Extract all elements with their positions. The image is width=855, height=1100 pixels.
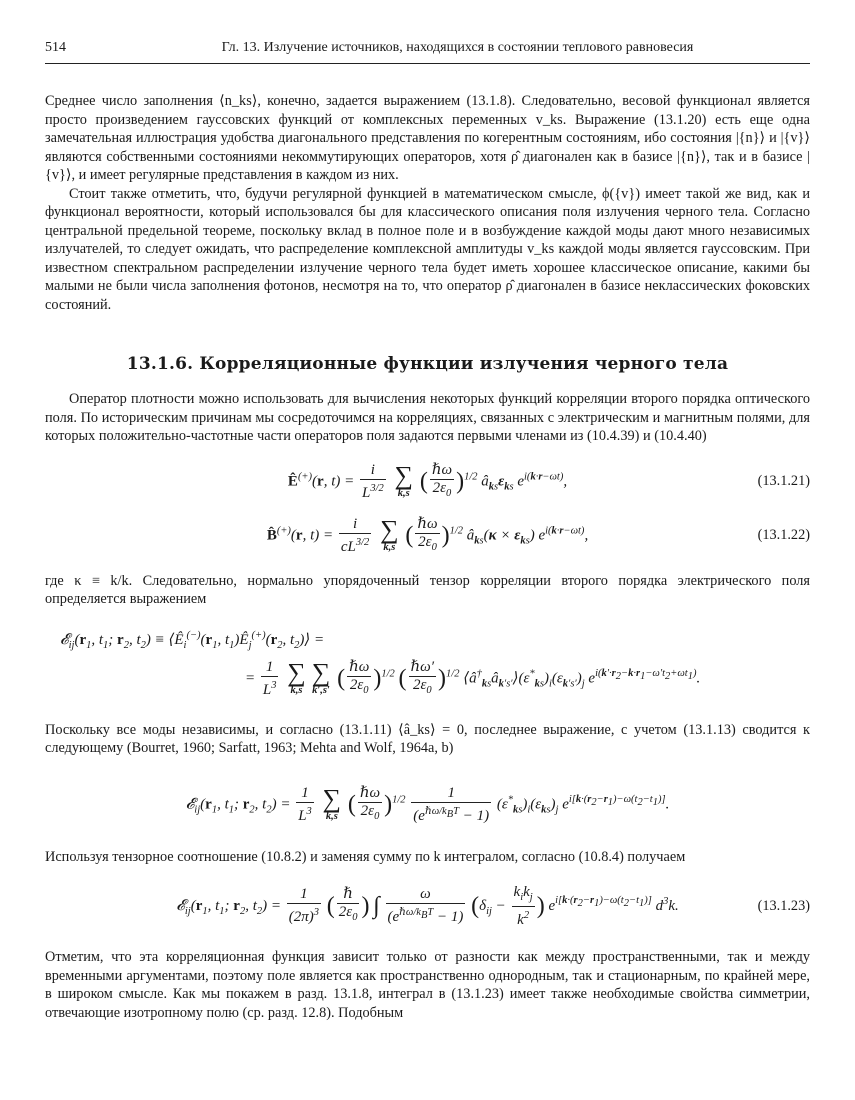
equation-number: (13.1.23) (757, 897, 810, 914)
running-title: Гл. 13. Излучение источников, находящихся в состоянии теплового равновесия (221, 40, 694, 55)
page (45, 40, 810, 1022)
equation-13-1-21: Ê(+)(r, t) = $\frac{i}{L^{3/2}}$ ∑ k,s ( $\frac{\text{ℏω}}{2\varepsilon_0}$ )$^{1/2}$ $â_{ks}\varepsilon_{ks}$ $e^{i(k\cdot r-\omega t)}$, (13.1.21) (287, 460, 810, 501)
paragraph-3: Оператор плотности можно использовать для вычисления некоторых функций корреляции второго порядка оптического поля. По историческим причинам мы сосредоточимся на корреляциях, связанных с электрическим и магнитным полями, для которых положительно-частотные части операторов поля задаются первыми членами из (10.4.39) и (10.4.40) (45, 391, 810, 444)
equation-correlation-expansion: = $\frac{1}{L^3}$ ∑ k,s ∑ k′,s′ ( $\frac{\text{ℏω}}{2\varepsilon_0}$ )$^{1/2}$ ( $\frac{\text{ℏω′}}{2\varepsilon_0}$ )$^{1/2}$ $⟨â^\dagger_{ks}â_{k's'}⟩(\varepsilon^*_{ks})_i(\varepsilon_{k's'})_j$ $e^{i(k'\cdot r_2-k\cdot r_1-\omega't_2+\omega t_1)}$. (245, 657, 701, 698)
equation-number: (13.1.22) (757, 527, 810, 543)
equation-13-1-22: B̂(+)(r, t) = $\frac{i}{cL^{3/2}}$ ∑ k,s ( $\frac{\text{ℏω}}{2\varepsilon_0}$ )$^{1/2}$ $â_{ks}(\kappa \times \varepsilon_{ks})$ $e^{i(k\cdot r-\omega t)}$, (13.1.22) (266, 514, 810, 555)
equation-correlation-reduced: $𝓔_{ij}(r_1$, $t_1$; $r_2$, $t_2$) = $\frac{1}{L^3}$ ∑ k,s ( $\frac{\text{ℏω}}{2\varepsilon_0}$ )$^{1/2}$ $\frac{1}{(e^{\hbar\omega/k_BT} - 1)}$ $(\varepsilon^*_{ks})_i(\varepsilon_{ks})_j$ $e^{i[k\cdot(r_2-r_1)-\omega(t_2-t_1)]}$. (185, 783, 670, 824)
paragraph-4: где κ ≡ k/k. Следовательно, нормально упорядоченный тензор корреляции второго порядка электрического поля определяется выражением (45, 572, 810, 607)
page-number: 514 (45, 40, 66, 55)
section-heading: 13.1.6. Корреляционные функции излучения черного тела (126, 354, 729, 374)
paragraph-7: Отметим, что эта корреляционная функция зависит только от разности как между пространственными, так и между временными аргументами, поэтому поле является как пространственно однородным, так и стационарным, по крайней мере, в широком смысле. Как мы покажем в разд. 13.1.8, интеграл в (13.1.23) имеет также необходимые свойства симметрии, отвечающие изотропному полю (ср. разд. 12.8). Подобным (45, 949, 810, 1021)
paragraph-2: Стоит также отметить, что, будучи регулярной функцией в математическом смысле, ϕ({v}) имеет такой же вид, как и функционал вероятности, который использовался бы для классического описания поля излучения черного тела. Согласно центральной предельной теореме, поскольку вклад в полное поле и в возбуждение каждой моды дают много независимых излучателей, то следует ожидать, что распределение комплексной амплитуды v_ks каждой моды является гауссовским. При известном спектральном распределении излучение черного тела будет иметь хорошее классическое описание, какими бы малыми не были числа заполнения фотонов, несмотря на то, что оператор ρ̂ диагонален в базисе неклассических фоковских состояний. (45, 185, 810, 313)
paragraph-6: Используя тензорное соотношение (10.8.2) и заменяя сумму по k интегралом, согласно (10.8.4) получаем (45, 848, 686, 865)
paragraph-1: Среднее число заполнения ⟨n_ks⟩, конечно, задается выражением (13.1.8). Следовательно, весовой функционал является просто произведением гауссовских функций от комплексных переменных v_ks. Выражение (13.1.20) есть еще одна замечательная иллюстрация удобства диагонального представления по когерентным состояниям, ибо состояния |{n}⟩ и |{v}⟩ являются собственными состояниями некоммутирующих операторов, хотя ρ̂ диагонален как в базисе |{n}⟩, так и в базисе |{v}⟩, и имеет регулярные представления в каждом из них. (45, 93, 810, 183)
equation-correlation-definition: $𝓔_{ij}(r_1$, $t_1$; $r_2$, $t_2$) ≡ $⟨Ê_i^{(-)}(r_1$, $t_1)Ê_j^{(+)}(r_2$, $t_2)⟩$ = (60, 630, 325, 651)
equation-13-1-23: $𝓔_{ij}(r_1$, $t_1$; $r_2$, $t_2$) = $\frac{1}{(2\pi)^3}$ ( $\frac{\text{ℏ}}{2\varepsilon_0}$ ) ∫ $\frac{\omega}{(e^{\hbar\omega/k_BT} - 1)}$ ($\delta_{ij}$ − $\frac{k_ik_j}{k^2}$ ) $e^{i[k\cdot(r_2-r_1)-\omega(t_2-t_1)]}$ $d^3k$. (13.1.23) (176, 883, 810, 928)
equation-number: (13.1.21) (757, 473, 810, 489)
running-header (45, 40, 810, 64)
paragraph-5: Поскольку все моды независимы, и согласно (13.1.11) ⟨â_ks⟩ = 0, последнее выражение, с учетом (13.1.13) сводится к следующему (Bourret, 1960; Sarfatt, 1963; Mehta and Wolf, 1964a, b) (45, 721, 810, 756)
